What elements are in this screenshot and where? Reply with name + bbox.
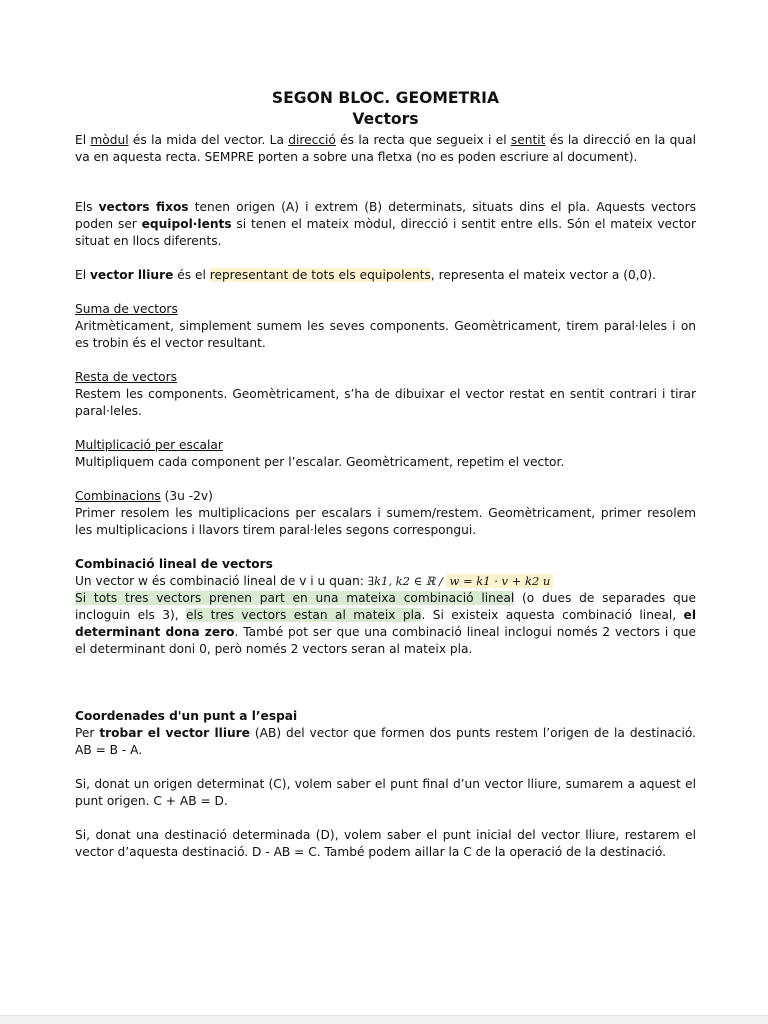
section-heading-coordenades: [75, 708, 696, 725]
combinacio-lineal-paragraph: [75, 590, 696, 658]
suma-text: Aritmèticament, simplement sumem les seves components. Geomètricament, tirem paral·leles i on es trobin és el vector resultant.: [75, 319, 696, 350]
section-heading-suma: Suma de vectors: [75, 302, 178, 316]
text-run: Per: [75, 726, 100, 740]
term-vector-lliure: vector lliure: [89, 268, 174, 282]
term-sentit: sentit: [510, 133, 546, 147]
text-run: és la recta que segueix i el: [335, 133, 511, 147]
highlight-mateix-pla: els tres vectors estan al mateix pla: [186, 608, 422, 622]
multiplicacio-text: Multipliquem cada component per l’escalar. Geomètricament, repetim el vector.: [75, 455, 565, 469]
page-bottom-edge: [0, 1015, 768, 1024]
text-run: El: [75, 268, 90, 282]
text-run: si tenen el mateix mòdul, direcció i sentit entre ells. Són el mateix vector situat en llocs diferents.: [75, 217, 696, 248]
heading-text: Combinació lineal de vectors: [75, 557, 273, 571]
section-heading-resta: Resta de vectors: [75, 370, 178, 384]
highlight-mateixa-combinacio: Si tots tres vectors prenen part en una mateixa combinació lineal: [75, 591, 515, 605]
text-run: Els: [75, 200, 99, 214]
term-vectors-fixos: vectors fixos: [98, 200, 189, 214]
heading-text: Coordenades d'un punt a l’espai: [75, 709, 298, 723]
document-body: [75, 88, 696, 861]
page-subtitle: Vectors: [352, 110, 419, 128]
text-run: (o dues de separades que incloguin els 3),: [75, 591, 696, 622]
section-heading-combinacio-lineal: [75, 556, 696, 573]
highlight-representant: representant de tots els equipolents: [209, 268, 431, 282]
page-title: SEGON BLOC. GEOMETRIA: [271, 89, 500, 107]
section-heading-multiplicacio: Multiplicació per escalar: [75, 438, 223, 452]
coordenades-paragraph-1: [75, 725, 696, 759]
text-run: (AB) del vector que formen dos punts restem l’origen de la destinació. AB = B - A.: [75, 726, 696, 757]
term-trobar-vector-lliure: trobar el vector lliure: [99, 726, 250, 740]
resta-text: Restem les components. Geomètricament, s’ha de dibuixar el vector restat en sentit contrari i tirar paral·leles.: [75, 387, 696, 418]
term-modul: mòdul: [90, 133, 129, 147]
text-run: és la mida del vector. La: [128, 133, 289, 147]
term-equipollents: equipol·lents: [141, 217, 232, 231]
coordenades-paragraph-2: Si, donat un origen determinat (C), volem saber el punt final d’un vector lliure, sumarem a aquest el punt origen. C + AB = D.: [75, 777, 696, 808]
heading-text: Combinacions: [75, 489, 161, 503]
math-formula: w = k1 · v + k2 u: [446, 574, 553, 588]
free-vector-paragraph: [75, 267, 696, 284]
text-run: , representa el mateix vector a (0,0).: [430, 268, 657, 282]
text-run: El: [75, 133, 91, 147]
coordenades-paragraph-3: Si, donat una destinació determinada (D), volem saber el punt inicial del vector lliure, restarem el vector d’aquesta destinació. D - AB = C. També podem aillar la C de la operació de la destinació.: [75, 828, 696, 859]
text-run: tenen origen (A) i extrem (B) determinats, situats dins el pla. Aquests vectors poden ser: [75, 200, 696, 231]
term-direccio: direcció: [288, 133, 336, 147]
text-run: és la direcció en la qual va en aquesta recta. SEMPRE porten a sobre una fletxa (no es poden escriure al document).: [75, 133, 696, 164]
text-run: . També pot ser que una combinació lineal inclogui només 2 vectors i que el determinant doni 0, però només 2 vectors seran al mateix pla.: [75, 625, 696, 656]
text-run: Un vector w és combinació lineal de v i u quan:: [75, 574, 368, 588]
fixed-vectors-paragraph: [75, 199, 696, 250]
text-run: . Si existeix aquesta combinació lineal,: [421, 608, 684, 622]
text-run: és el: [173, 268, 210, 282]
term-determinant-zero: el determinant dona zero: [75, 608, 696, 639]
combinacions-text: Primer resolem les multiplicacions per escalars i sumem/restem. Geomètricament, primer resolem les multiplicacions i llavors tirem paral·leles segons correspongui.: [75, 506, 696, 537]
combinacio-lineal-definition: [75, 573, 696, 590]
math-quantifier: ∃k1, k2 ∈ ℝ /: [367, 574, 447, 588]
intro-paragraph: [75, 132, 696, 166]
section-heading-combinacions: [75, 488, 696, 505]
heading-suffix: (3u -2v): [160, 489, 213, 503]
